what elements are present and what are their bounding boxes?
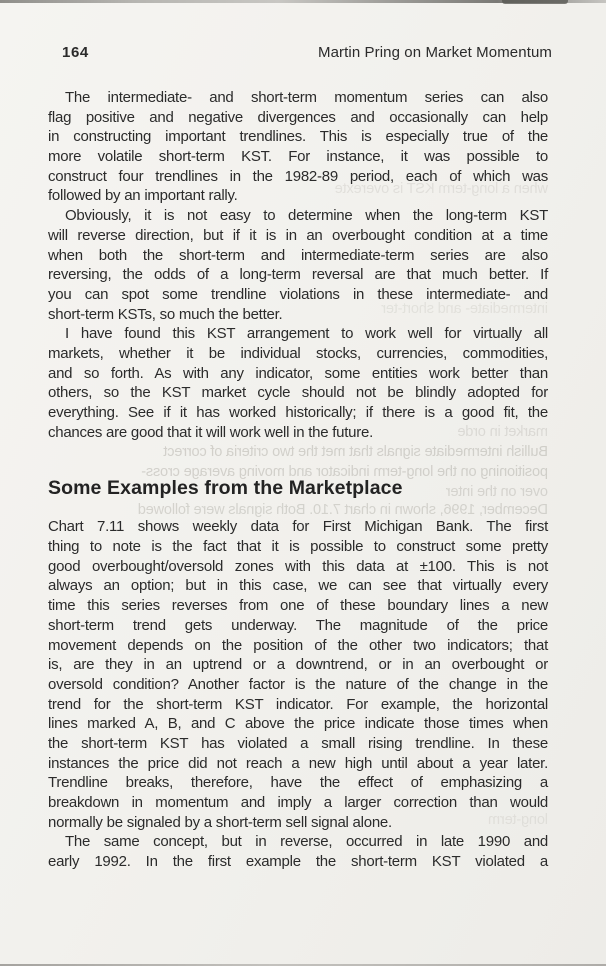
text-line: when both the short-term and intermediate-term series are also [48, 246, 548, 264]
scan-smudge [502, 0, 568, 4]
bleedthrough-text: long-term [488, 812, 548, 828]
text-line: early 1992. In the first example the short-term KST violated a [48, 853, 548, 871]
text-line: always an option; but in this case, we can see that virtually every [48, 577, 548, 595]
running-title: Martin Pring on Market Momentum [317, 44, 552, 61]
text-line: chances are good that it will work well in the future. [48, 423, 374, 441]
text-line: Obviously, it is not easy to determine when the long-term KST [65, 207, 548, 225]
text-line: time this series reverses from one of these boundary lines a new [48, 597, 548, 615]
text-line: Chart 7.11 shows weekly data for First Michigan Bank. The first [48, 518, 548, 536]
text-line: trend for the short-term KST indicator. For example, the horizontal [48, 695, 548, 713]
text-line: instances the price did not reach a new high until about a year later. [48, 754, 548, 772]
bleedthrough-text: intermediate- and short-ter [381, 301, 548, 317]
bleedthrough-text: over on the inter [445, 484, 548, 500]
bleedthrough-text: Bullish intermediate signals that met the two criteria of correct [163, 444, 548, 460]
text-line: movement depends on the position of the other two indicators; that [48, 636, 548, 654]
section-heading: Some Examples from the Marketplace [48, 477, 403, 500]
text-column [48, 88, 548, 872]
text-line: you can spot some trendline violations in these intermediate- and [48, 285, 548, 303]
text-line: markets, whether it be individual stocks, currencies, commodities, [48, 344, 548, 362]
text-line: normally be signaled by a short-term sell signal alone. [48, 813, 392, 831]
bleedthrough-text: market in orde [457, 424, 548, 440]
paragraph [48, 324, 548, 442]
text-line: and so forth. As with any indicator, some entities work better than [48, 364, 548, 382]
bleedthrough-text: when a long-term KST is overexte [334, 181, 548, 197]
text-line: followed by an important rally. [48, 187, 238, 205]
text-line: The intermediate- and short-term momentum series can also [65, 89, 548, 106]
text-line: everything. See if it has worked historically; if there is a good fit, the [48, 404, 548, 421]
text-line: short-term KSTs, so much the better. [48, 305, 283, 323]
text-line: in constructing important trendlines. This is especially true of the [48, 128, 548, 146]
text-line: oversold condition? Another factor is the nature of the change in the [48, 675, 548, 693]
text-line: others, so the KST market cycle should not be blindly adopted for [48, 384, 548, 402]
text-line: flag positive and negative divergences and occasionally can help [48, 108, 548, 126]
text-line: Trendline breaks, therefore, have the effect of emphasizing a [48, 774, 548, 792]
text-line: more volatile short-term KST. For instance, it was possible to [48, 148, 548, 166]
paragraph [48, 206, 548, 324]
page-number: 164 [62, 44, 89, 61]
text-line: The same concept, but in reverse, occurred in late 1990 and [65, 833, 548, 851]
text-line: construct four trendlines in the 1982-89 period, each of which was [48, 167, 548, 185]
text-line: reversing, the odds of a long-term reversal are that much better. If [48, 266, 548, 284]
text-line: lines marked A, B, and C above the price indicate those times when [48, 715, 548, 733]
page-header [62, 44, 552, 62]
bleedthrough-text: positioning on the long-term indicator and moving average cross- [141, 464, 548, 480]
paragraph [48, 832, 548, 871]
paragraph [48, 88, 548, 206]
text-line: breakdown in momentum and imply a larger correction than would [48, 794, 548, 811]
text-line: the short-term KST has violated a small rising trendline. In these [48, 734, 548, 752]
text-line: good overbought/oversold zones with this data at ±100. This is not [48, 557, 548, 575]
text-line: is, are they in an uptrend or a downtrend, or in an overbought or [48, 656, 548, 674]
text-line: will reverse direction, but if it is in an overbought condition at a time [48, 226, 548, 244]
text-line: I have found this KST arrangement to work well for virtually all [65, 325, 548, 343]
text-line: thing to note is the fact that it is possible to construct some pretty [48, 538, 548, 556]
bleedthrough-text: December, 1996, shown in chart 7.10. Both signals were followed [137, 502, 548, 518]
paragraph [48, 517, 548, 832]
text-line: short-term trend gets underway. The magnitude of the price [48, 616, 548, 634]
